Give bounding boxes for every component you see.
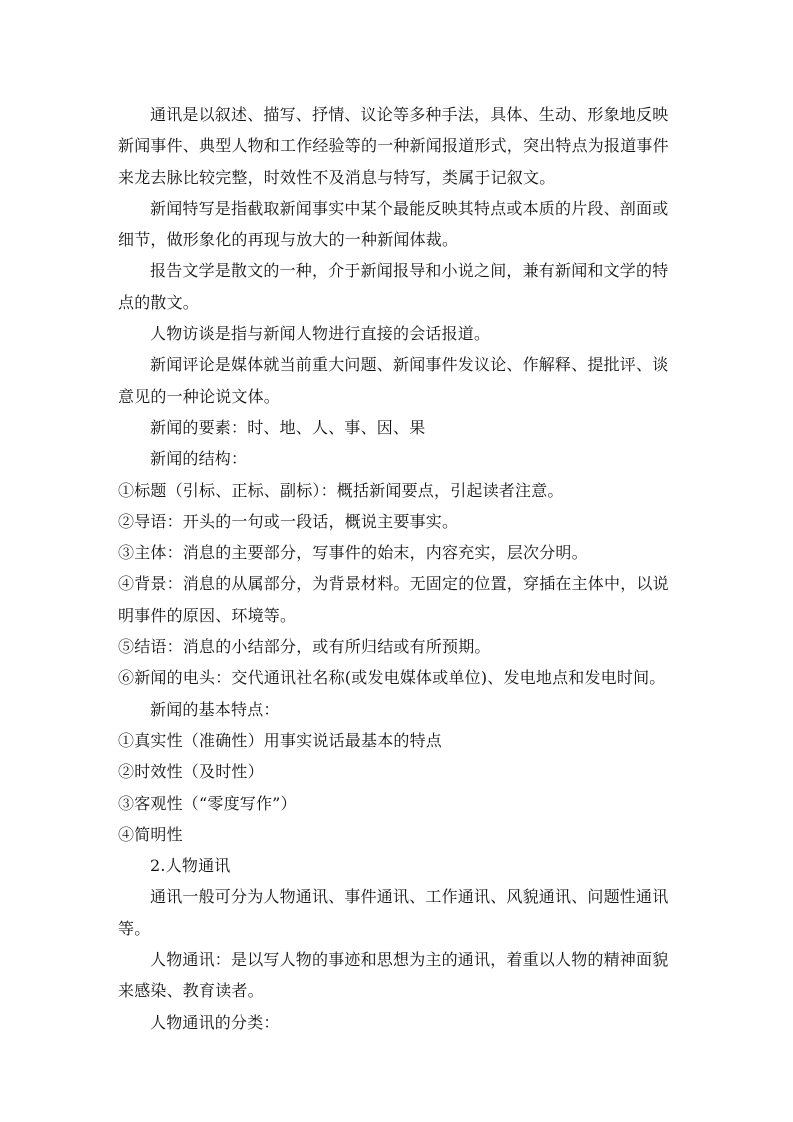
paragraph-tongxun-types: 通讯一般可分为人物通讯、事件通讯、工作通讯、风貌通讯、问题性通讯等。 — [118, 887, 669, 938]
list-item-headline: ①标题（引标、正标、副标）：概括新闻要点，引起读者注意。 — [118, 480, 564, 500]
paragraph-tongxun-definition: 通讯是以叙述、描写、抒情、议论等多种手法，具体、生动、形象地反映新闻事件、典型人物和工作经验等的一种新闻报道形式，突出特点为报道事件来龙去脉比较完整，时效性不及消息与特写，类属于记叙文。 — [118, 105, 669, 187]
list-item-conclusion: ⑤结语：消息的小结部分，或有所归结或有所预期。 — [118, 637, 491, 657]
paragraph-structure-heading: 新闻的结构： — [150, 449, 248, 469]
list-item-conciseness: ④简明性 — [118, 824, 183, 844]
paragraph-reportage-definition: 报告文学是散文的一种，介于新闻报导和小说之间，兼有新闻和文学的特点的散文。 — [118, 261, 669, 312]
document-body — [118, 99, 678, 1038]
list-item-authenticity: ①真实性（准确性）用事实说话最基本的特点 — [118, 730, 443, 750]
paragraph-feature-definition: 新闻特写是指截取新闻事实中某个最能反映其特点或本质的片段、剖面或细节，做形象化的再现与放大的一种新闻体裁。 — [118, 198, 669, 250]
paragraph-news-elements: 新闻的要素：时、地、人、事、因、果 — [150, 417, 426, 437]
list-item-lead: ②导语：开头的一句或一段话，概说主要事实。 — [118, 511, 459, 531]
list-item-objectivity: ③客观性（“零度写作”） — [118, 793, 297, 813]
list-item-body: ③主体：消息的主要部分，写事件的始末，内容充实，层次分明。 — [118, 543, 588, 563]
list-item-timeliness: ②时效性（及时性） — [118, 762, 264, 782]
paragraph-commentary-definition: 新闻评论是媒体就当前重大问题、新闻事件发议论、作解释、提批评、谈意见的一种论说文体。 — [118, 355, 669, 406]
paragraph-person-tongxun-classification: 人物通讯的分类： — [150, 1012, 280, 1032]
list-item-dateline: ⑥新闻的电头：交代通讯社名称(或发电媒体或单位)、发电地点和发电时间。 — [118, 668, 666, 688]
list-item-background: ④背景：消息的从属部分，为背景材料。无固定的位置，穿插在主体中，以说明事件的原因、环境等。 — [118, 574, 669, 625]
section-heading-person-tongxun: 2.人物通讯 — [150, 856, 231, 876]
paragraph-interview-definition: 人物访谈是指与新闻人物进行直接的会话报道。 — [150, 324, 491, 344]
paragraph-characteristics-heading: 新闻的基本特点： — [150, 699, 280, 719]
paragraph-person-tongxun-definition: 人物通讯：是以写人物的事迹和思想为主的通讯，着重以人物的精神面貌来感染、教育读者。 — [118, 950, 669, 1001]
